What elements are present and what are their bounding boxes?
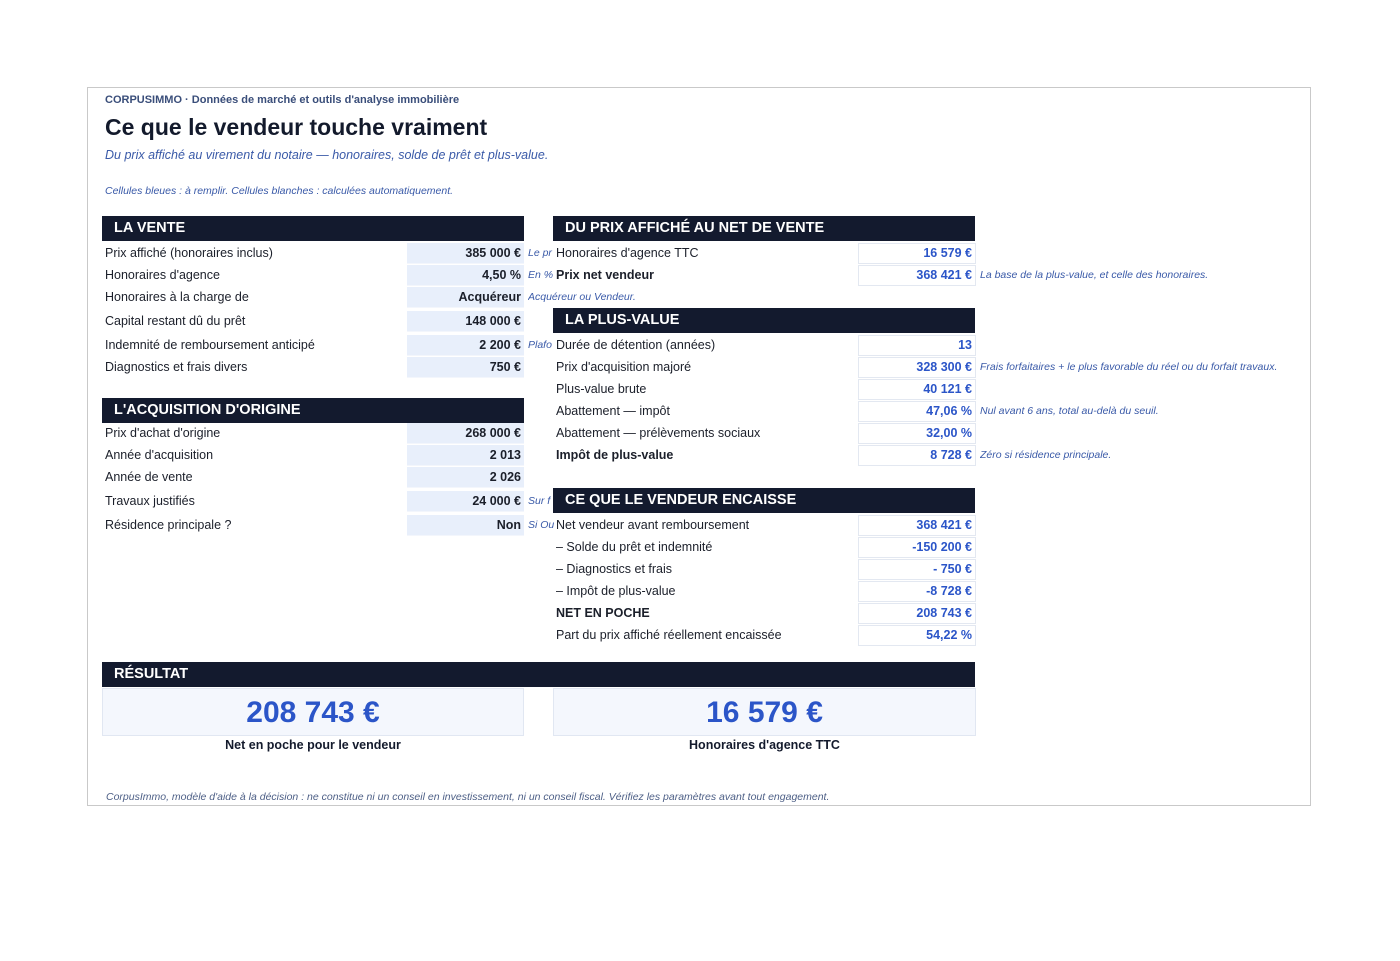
input-cell[interactable]: 4,50 % xyxy=(407,265,524,286)
row-label: Net vendeur avant remboursement xyxy=(556,518,750,532)
input-cell[interactable]: 148 000 € xyxy=(407,311,524,332)
row-note: La base de la plus-value, et celle des honoraires. xyxy=(980,269,1209,281)
row-label: Honoraires d'agence xyxy=(105,268,220,282)
computed-cell: 368 421 € xyxy=(858,515,976,536)
row-note: Zéro si résidence principale. xyxy=(980,449,1112,461)
input-cell[interactable]: Acquéreur xyxy=(407,287,524,308)
row-label: Travaux justifiés xyxy=(105,494,195,508)
brand-line: CORPUSIMMO · Données de marché et outils d'analyse immobilière xyxy=(105,94,460,106)
row-note: Si Ou xyxy=(528,519,554,531)
row-label: Capital restant dû du prêt xyxy=(105,314,246,328)
row-note: En % xyxy=(528,269,554,281)
net-en-poche-caption: Net en poche pour le vendeur xyxy=(225,738,401,752)
computed-cell: 8 728 € xyxy=(858,445,976,466)
row-label: – Diagnostics et frais xyxy=(556,562,673,576)
row-label: Résidence principale ? xyxy=(105,518,232,532)
row-label: Honoraires à la charge de xyxy=(105,290,249,304)
row-label: Prix affiché (honoraires inclus) xyxy=(105,246,273,260)
section-header-acquisition: L'ACQUISITION D'ORIGINE xyxy=(102,398,524,423)
input-cell[interactable]: 24 000 € xyxy=(407,491,524,512)
row-label: Diagnostics et frais divers xyxy=(105,360,248,374)
computed-cell: - 750 € xyxy=(858,559,976,580)
input-cell[interactable]: 750 € xyxy=(407,357,524,378)
row-note: Sur f xyxy=(528,495,551,507)
section-header-resultat: RÉSULTAT xyxy=(102,662,975,687)
row-label: Prix net vendeur xyxy=(556,268,654,282)
row-note: Frais forfaitaires + le plus favorable du réel ou du forfait travaux. xyxy=(980,361,1278,373)
computed-cell: 16 579 € xyxy=(858,243,976,264)
computed-cell: 54,22 % xyxy=(858,625,976,646)
row-label: Impôt de plus-value xyxy=(556,448,674,462)
honoraires-kpi: 16 579 € xyxy=(553,688,976,736)
computed-cell: 13 xyxy=(858,335,976,356)
row-label: Part du prix affiché réellement encaissée xyxy=(556,628,782,642)
computed-cell: 368 421 € xyxy=(858,265,976,286)
row-label: Prix d'achat d'origine xyxy=(105,426,221,440)
page-subtitle: Du prix affiché au virement du notaire — honoraires, solde de prêt et plus-value. xyxy=(105,148,549,162)
section-header-net-vente: DU PRIX AFFICHÉ AU NET DE VENTE xyxy=(553,216,975,241)
row-label: – Solde du prêt et indemnité xyxy=(556,540,713,554)
row-label: Durée de détention (années) xyxy=(556,338,716,352)
net-en-poche-kpi: 208 743 € xyxy=(102,688,524,736)
input-cell[interactable]: Non xyxy=(407,515,524,536)
computed-cell: 47,06 % xyxy=(858,401,976,422)
page-title: Ce que le vendeur touche vraiment xyxy=(105,114,488,140)
input-cell[interactable]: 2 013 xyxy=(407,445,524,466)
row-label: – Impôt de plus-value xyxy=(556,584,676,598)
row-note: Plafo xyxy=(528,339,552,351)
input-cell[interactable]: 2 026 xyxy=(407,467,524,488)
row-note: Acquéreur ou Vendeur. xyxy=(528,291,636,303)
input-cell[interactable]: 268 000 € xyxy=(407,423,524,444)
row-label: Honoraires d'agence TTC xyxy=(556,246,699,260)
disclaimer-footer: CorpusImmo, modèle d'aide à la décision : ne constitue ni un conseil en investissement, ni un conseil fiscal. Vérifiez les paramètres avant tout engagement. xyxy=(106,791,830,803)
section-header-vente: LA VENTE xyxy=(102,216,524,241)
cell-legend: Cellules bleues : à remplir. Cellules blanches : calculées automatiquement. xyxy=(105,185,454,197)
row-label: Année de vente xyxy=(105,470,193,484)
row-note: Le pr xyxy=(528,247,552,259)
computed-cell: -8 728 € xyxy=(858,581,976,602)
row-label: Abattement — impôt xyxy=(556,404,670,418)
row-label: Indemnité de remboursement anticipé xyxy=(105,338,315,352)
spreadsheet-sheet xyxy=(87,87,1311,806)
row-note: Nul avant 6 ans, total au-delà du seuil. xyxy=(980,405,1159,417)
input-cell[interactable]: 385 000 € xyxy=(407,243,524,264)
row-label: Abattement — prélèvements sociaux xyxy=(556,426,761,440)
computed-cell: 40 121 € xyxy=(858,379,976,400)
computed-cell: -150 200 € xyxy=(858,537,976,558)
row-label: Plus-value brute xyxy=(556,382,647,396)
row-label: Année d'acquisition xyxy=(105,448,214,462)
computed-cell: 208 743 € xyxy=(858,603,976,624)
honoraires-caption: Honoraires d'agence TTC xyxy=(689,738,840,752)
input-cell[interactable]: 2 200 € xyxy=(407,335,524,356)
row-label: NET EN POCHE xyxy=(556,606,650,620)
row-label: Prix d'acquisition majoré xyxy=(556,360,692,374)
computed-cell: 32,00 % xyxy=(858,423,976,444)
computed-cell: 328 300 € xyxy=(858,357,976,378)
section-header-encaisse: CE QUE LE VENDEUR ENCAISSE xyxy=(553,488,975,513)
section-header-plus-value: LA PLUS-VALUE xyxy=(553,308,975,333)
